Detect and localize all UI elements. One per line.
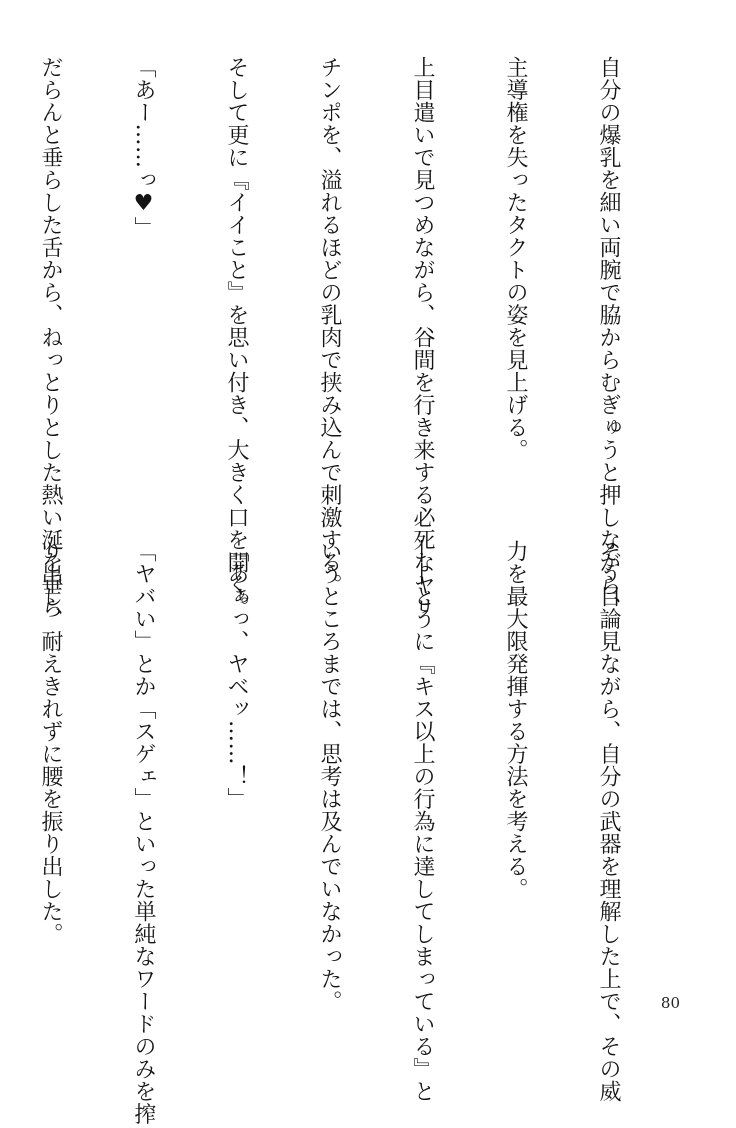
text-line: 自分の爆乳を細い両腕で脇からむぎゅうと押しながら、	[596, 56, 621, 619]
text-line: ――とうに『キス以上の行為に達してしまっている』と	[410, 540, 435, 1103]
text-line: 主導権を失ったタクトの姿を見上げる。	[503, 56, 528, 461]
text-line: いうところまでは、思考は及んでいなかった。	[317, 540, 342, 1013]
top-text-block	[38, 56, 686, 619]
text-line: 「あぁっ、ヤベッ……！」	[224, 540, 249, 810]
text-line: チンポを、溢れるほどの乳肉で挟み込んで刺激する。	[317, 56, 342, 596]
page-number: 80	[660, 994, 680, 1012]
text-line: 「ヤバい」とか「スゲェ」といった単純なワードのみを搾	[131, 540, 156, 1125]
text-line: だらんと垂らした舌から、ねっとりとした熱い涎を垂ら	[38, 56, 63, 619]
text-line: そして更に『イイこと』を思い付き、大きく口を開く。	[224, 56, 249, 619]
text-line: そう目論見ながら、自分の武器を理解した上で、その威	[596, 540, 621, 1103]
text-line: り出し、耐えきれずに腰を振り出した。	[38, 540, 63, 945]
text-line: 「あー……っ♥」	[131, 56, 156, 239]
text-line: 上目遣いで見つめながら、谷間を行き来する必死なヤリ	[410, 56, 435, 619]
text-line: 力を最大限発揮する方法を考える。	[503, 540, 528, 900]
